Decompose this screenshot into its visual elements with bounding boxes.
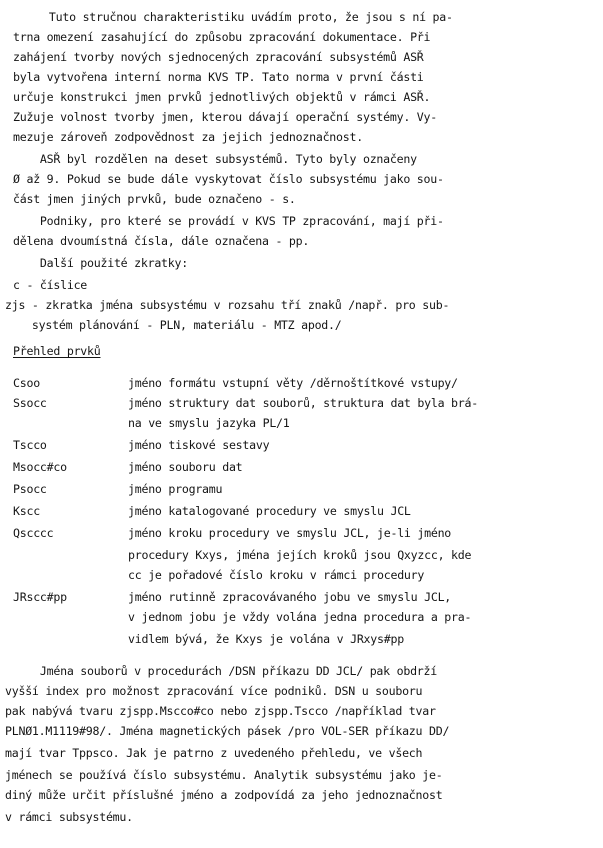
element-description: cc je pořadové číslo kroku v rámci procedury	[128, 568, 425, 582]
element-description: procedury Kxys, jména jejích kroků jsou Qxyzcc, kde	[128, 548, 472, 562]
intro-line: Další použité zkratky:	[13, 256, 188, 270]
element-description: jméno katalogované procedury ve smyslu JCL	[128, 504, 411, 518]
intro-line: ASŘ byl rozdělen na deset subsystémů. Tyto byly označeny	[13, 152, 417, 166]
element-description: jméno programu	[128, 482, 223, 496]
closing-line: mají tvar Tppsco. Jak je patrno z uvedeného přehledu, ve všech	[5, 746, 423, 760]
element-code: JRscc#pp	[13, 590, 67, 604]
element-description: jméno formátu vstupní věty /děrnoštítkové vstupy/	[128, 376, 458, 390]
element-description: jméno rutinně zpracovávaného jobu ve smyslu JCL,	[128, 590, 452, 604]
closing-line: Jména souborů v procedurách /DSN příkazu DD JCL/ pak obdrží	[13, 664, 437, 678]
element-code: Csoo	[13, 376, 40, 390]
intro-line: část jmen jiných prvků, bude označeno - s.	[13, 192, 296, 206]
intro-line: trna omezení zasahující do způsobu zpracování dokumentace. Při	[13, 30, 431, 44]
element-description: na ve smyslu jazyka PL/1	[128, 416, 290, 430]
intro-line: zjs - zkratka jména subsystému v rozsahu tří znaků /např. pro sub-	[5, 298, 450, 312]
intro-line: byla vytvořena interní norma KVS TP. Tato norma v první části	[13, 70, 424, 84]
element-code: Msocc#co	[13, 460, 67, 474]
element-code: Psocc	[13, 482, 47, 496]
intro-line: Podniky, pro které se provádí v KVS TP zpracování, mají při-	[13, 214, 444, 228]
element-description: jméno kroku procedury ve smyslu JCL, je-li jméno	[128, 526, 452, 540]
closing-line: v rámci subsystému.	[5, 810, 133, 824]
element-description: jméno tiskové sestavy	[128, 438, 270, 452]
closing-line: jménech se používá číslo subsystému. Analytik subsystému jako je-	[5, 768, 443, 782]
closing-line: PLNØ1.M1119#98/. Jména magnetických pásek /pro VOL-SER příkazu DD/	[5, 724, 450, 738]
intro-line: systém plánování - PLN, materiálu - MTZ apod./	[5, 318, 342, 332]
section-heading: Přehled prvků	[13, 344, 101, 358]
closing-line: diný může určit příslušné jméno a zodpovídá za jeho jednoznačnost	[5, 788, 443, 802]
closing-line: vyšší index pro možnost zpracování více podniků. DSN u souboru	[5, 684, 423, 698]
element-description: vidlem bývá, že Kxys je volána v JRxys#pp	[128, 632, 404, 646]
intro-line: Tuto stručnou charakteristiku uvádím proto, že jsou s ní pa-	[22, 10, 453, 24]
intro-line: zahájení tvorby nových sjednocených zpracování subsystémů ASŘ	[13, 50, 424, 64]
intro-line: dělena dvoumístná čísla, dále označena - pp.	[13, 234, 310, 248]
intro-line: určuje konstrukci jmen prvků jednotlivých objektů v rámci ASŘ.	[13, 90, 431, 104]
intro-line: Zužuje volnost tvorby jmen, kterou dávají operační systémy. Vy-	[13, 110, 437, 124]
element-code: Tscco	[13, 438, 47, 452]
element-description: v jednom jobu je vždy volána jedna procedura a pra-	[128, 610, 472, 624]
element-code: Qscccc	[13, 526, 54, 540]
element-code: Ssocc	[13, 396, 47, 410]
intro-line: Ø až 9. Pokud se bude dále vyskytovat číslo subsystému jako sou-	[13, 172, 444, 186]
element-code: Kscc	[13, 504, 40, 518]
element-description: jméno struktury dat souborů, struktura dat byla brá-	[128, 396, 478, 410]
closing-line: pak nabývá tvaru zjspp.Mscco#co nebo zjspp.Tscco /například tvar	[5, 704, 436, 718]
element-description: jméno souboru dat	[128, 460, 243, 474]
intro-line: c - číslice	[13, 278, 88, 292]
intro-line: mezuje zároveň zodpovědnost za jejich jednoznačnost.	[13, 130, 363, 144]
